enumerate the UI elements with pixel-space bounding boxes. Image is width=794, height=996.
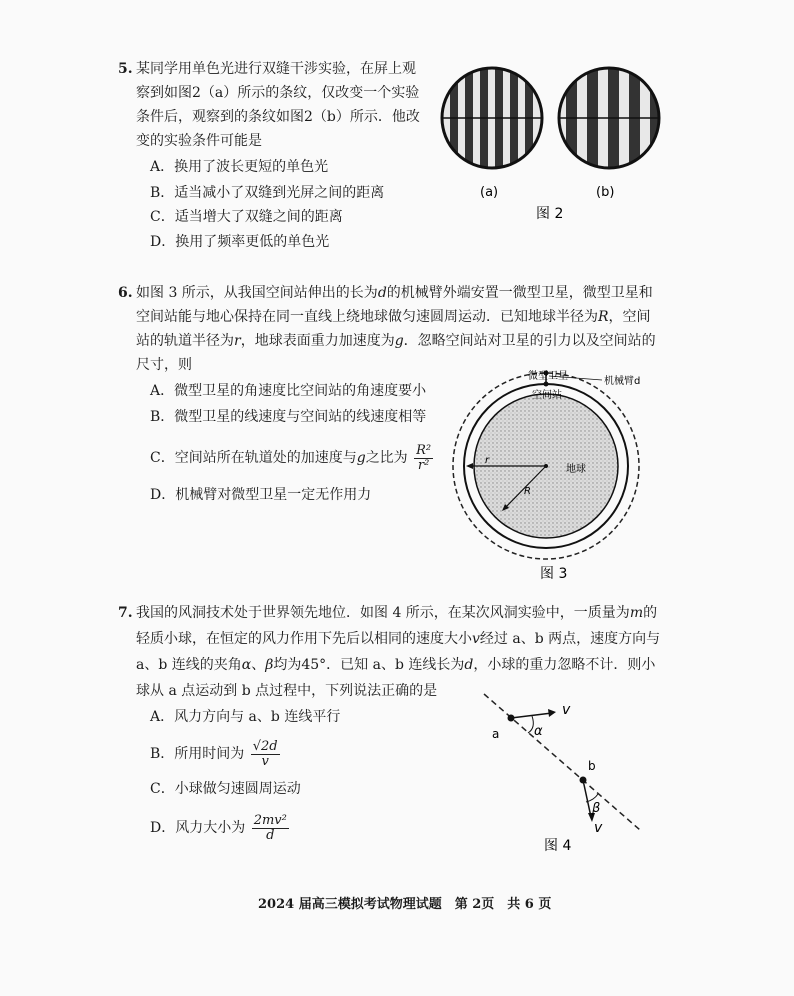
q5-option-b: B．适当减小了双缝到光屏之间的距离 xyxy=(150,185,385,201)
q6-option-c: C．空间站所在轨道处的加速度与g之比为 $\frac{\text{R²}}{\text{r²}}$ xyxy=(150,442,432,473)
q7-option-a: A．风力方向与 a、b 连线平行 xyxy=(150,709,341,725)
fig3-arm-label: 机械臂d xyxy=(604,376,641,387)
q5-number: 5. xyxy=(118,61,133,77)
q5-option-c: C．适当增大了双缝之间的距离 xyxy=(150,209,343,225)
figure-3 xyxy=(448,366,678,584)
q6-line1: 如图 3 所示，从我国空间站伸出的长为d的机械臂外端安置一微型卫星，微型卫星和 xyxy=(136,285,653,301)
fig4-beta-label: β xyxy=(592,801,601,816)
figure-2 xyxy=(436,62,672,222)
q7-option-c: C．小球做匀速圆周运动 xyxy=(150,781,301,797)
q6-number: 6. xyxy=(118,285,133,301)
fig4-caption: 图 4 xyxy=(544,838,572,854)
q5-line4: 变的实验条件可能是 xyxy=(136,133,262,149)
q7-line3: a、b 连线的夹角α、β均为45°．已知 a、b 连线长为d，小球的重力忽略不计．则小 xyxy=(136,657,656,673)
fig3-caption: 图 3 xyxy=(540,566,568,582)
fig3-R-label: R xyxy=(524,486,531,497)
q6-line2: 空间站能与地心保持在同一直线上绕地球做匀速圆周运动．已知地球半径为R，空间 xyxy=(136,309,651,325)
q7-option-d-fraction: $\frac{\text{2mv²}}{d}$ xyxy=(253,812,287,843)
fig4-a-label: a xyxy=(492,727,500,741)
q5-line3: 条件后，观察到的条纹如图2（b）所示．他改 xyxy=(136,109,420,125)
q7-option-b-fraction: $\frac{√2d}{v}$ xyxy=(252,738,278,769)
q5-line1: 某同学用单色光进行双缝干涉实验，在屏上观 xyxy=(136,61,416,77)
q6-option-d: D．机械臂对微型卫星一定无作用力 xyxy=(150,487,372,503)
q7-line4: 球从 a 点运动到 b 点过程中，下列说法正确的是 xyxy=(136,683,438,699)
q6-option-c-fraction: $\frac{\text{R²}}{\text{r²}}$ xyxy=(416,442,432,473)
q7-number: 7. xyxy=(118,605,133,621)
fig3-earth-label: 地球 xyxy=(566,464,586,475)
q5-option-a: A．换用了波长更短的单色光 xyxy=(150,159,329,175)
fig2-label-b: (b) xyxy=(596,185,615,200)
q6-option-a: A．微型卫星的角速度比空间站的角速度要小 xyxy=(150,383,427,399)
q7-line2: 轻质小球，在恒定的风力作用下先后以相同的速度大小v经过 a、b 两点，速度方向与 xyxy=(136,631,661,647)
fig4-b-label: b xyxy=(588,759,596,773)
figure-4 xyxy=(480,690,650,860)
fig2-caption: 图 2 xyxy=(536,206,564,222)
fig3-station-label: 空间站 xyxy=(532,390,562,401)
fig4-v1-label: v xyxy=(562,702,571,718)
page-footer: 2024 届高三模拟考试物理试题 第 2页 共 6 页 xyxy=(258,897,552,912)
q7-line1: 我国的风洞技术处于世界领先地位．如图 4 所示，在某次风洞实验中，一质量为m的 xyxy=(136,605,658,621)
q6-option-b: B．微型卫星的线速度与空间站的线速度相等 xyxy=(150,409,427,425)
q5-option-d: D．换用了频率更低的单色光 xyxy=(150,234,330,250)
q7-option-d: D．风力大小为 $\frac{\text{2mv²}}{d}$ xyxy=(150,812,287,843)
q7-option-b: B．所用时间为 $\frac{√2d}{v}$ xyxy=(150,738,278,769)
q6-line4: 尺寸，则 xyxy=(136,357,192,373)
q5-line2: 察到如图2（a）所示的条纹，仅改变一个实验 xyxy=(136,85,420,101)
fig4-alpha-label: α xyxy=(534,724,543,739)
fig3-satellite-label: 微型卫星 xyxy=(528,371,568,382)
fig2-label-a: (a) xyxy=(480,185,499,200)
fig4-v2-label: v xyxy=(594,820,603,836)
q6-line3: 站的轨道半径为r，地球表面重力加速度为g．忽略空间站对卫星的引力以及空间站的 xyxy=(136,333,656,349)
fig3-r-label: r xyxy=(485,455,490,466)
